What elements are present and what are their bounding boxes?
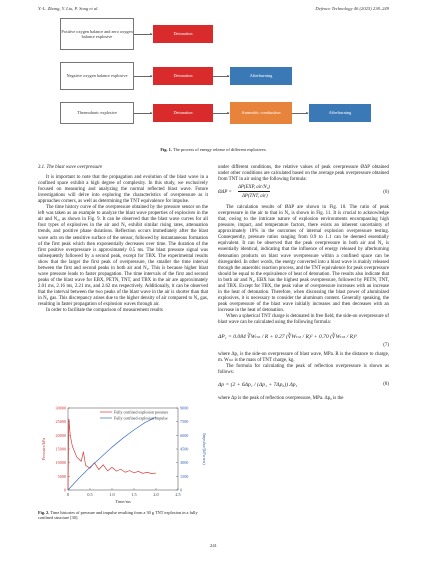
y-left-tick-label: 25000	[55, 419, 66, 425]
stage-detonation-1: Detonation	[153, 25, 213, 43]
eq8-number: (8)	[383, 382, 389, 388]
eq8-body: Δp = (2 + 6Δp₁ / (Δp₁ + 7Δp₀)) Δp₁	[218, 382, 298, 389]
caption-label: Fig. 2.	[38, 510, 50, 515]
eq7-body: ΔP₁ = 0.084 ∛Wₜₙₜ / R + 0.27 (∛Wₜₙₜ / R)² + 0.70 (∛Wₜₙₜ / R)³	[218, 334, 357, 341]
x-tick-label: 0	[66, 492, 70, 497]
x-axis-label: Time/ms	[115, 499, 131, 504]
paragraph: The time history curve of the overpressure obtained by the pressure sensor on the left was taken as an example to analyze the blast wave properties of explosives in the air and N₂, as shown in Fig. 9. It can be observed that the blast wave curves for all four types of explosives in the air and N₂ exhibit similar rising rates, attenuation trends, and positive phase durations. Reflection occurs immediately after the blast wave acts on the sensitive surface of the sensor, followed by instantaneous formation of the first peak which then exponentially decreases over time. The duration of the first positive overpressure is approximately 0.5 ms. The blast pressure signal was subsequently followed by a second peak, except for TBX. The experimental results show that the larger the first peak of overpressure, the smaller the time interval between the first and second peaks in both air and N₂. This is because higher blast wave pressure leads to faster propagation. The time intervals of the first and second peaks of the blast wave for EBX, PETN, TNT, and TBX in the air are approximately 2.01 ms, 2.16 ms, 2.21 ms, and 2.62 ms respectively. Additionally, it can be observed that the interval between the two peaks of the blast wave in the air is shorter than that in N₂ gas. This discrepancy arises due to the higher density of air compared to N₂ gas, resulting in faster propagation of explosion waves through air.	[38, 205, 208, 308]
left-column	[38, 165, 208, 314]
legend-label-pressure: Fully confined explosion pressure	[114, 409, 169, 415]
y-left-tick-label: 15000	[55, 446, 66, 452]
y-left-tick-label: 20000	[55, 432, 66, 438]
source-box-negative: Negative oxygen balance explosive	[60, 62, 134, 90]
y-right-tick-label: 7500	[180, 419, 189, 425]
paragraph: under different conditions, the relative values of peak overpressure ØΔP obtained under other conditions are calculated based on the average peak overpressure obtained from TNT in air using the following formula:	[218, 165, 389, 183]
paragraph: The formula for calculating the peak of reflection overpressure is shown as follows:	[218, 364, 389, 376]
source-box-thermobaric: Thermobaric explosive	[60, 102, 134, 124]
eq6-number: (6)	[383, 190, 389, 196]
figure-2	[38, 402, 210, 510]
y-right-tick-label: 1500	[180, 473, 189, 479]
right-column	[218, 165, 389, 402]
flow-arrow	[213, 76, 229, 77]
stage-anaerobic-combustion: Anaerobic combustion	[230, 102, 292, 124]
flow-arrow	[292, 113, 308, 114]
eq6-lhs: ØΔP =	[218, 190, 232, 196]
y-right-tick-label: 6000	[180, 432, 189, 438]
stage-detonation-3: Detonation	[153, 104, 213, 122]
y-left-axis-label: Pressure/kPa	[41, 437, 46, 461]
stage-afterburning-2: Afterburning	[230, 67, 292, 85]
series-line-pressure	[68, 419, 156, 490]
y-left-tick-label: 30000	[55, 405, 66, 411]
x-tick-label: 0.5	[87, 492, 93, 497]
paragraph: where Δp₁ is the side-on overpressure of blast wave, MPa. R is the distance to charge, m. Wₜₙₜ is the mass of TNT charge, kg.	[218, 352, 389, 364]
y-left-tick-label: 0	[63, 487, 66, 493]
paragraph: The calculation results of ØΔP are shown in Fig. 10. The ratio of peak overpressure in the air to that in N₂ is shown in Fig. 11. It is crucial to acknowledge that, owing to the intricate nature of explosion environments encompassing high pressure, impact, and temperature factors, there exists an inherent uncertainty of approximately 10% in the outcomes of internal explosion overpressure testing. Consequently, pressure ratios ranging from 0.9 to 1.1 can be deemed essentially equivalent. It can be observed that the peak overpressure in both air and N₂ is essentially identical, indicating that the influence of energy released by afterburning detonation products on blast wave overpressure within a confined space can be disregarded. In other words, the energy converted into a blast wave is mainly released through the anaerobic reaction process, and the TNT equivalence for peak overpressure should be equal to the equivalence of heat of detonation. The results also indicate that in both air and N₂, EBX has the highest peak overpressure, followed by PETN, TNT, and TBX. Except for TBX, the peak value of overpressure increases with an increase in the heat of detonation. Therefore, when discussing the blast power of aluminized explosives, it is necessary to consider the aluminum content. Generally speaking, the peak overpressure of the blast wave initially increases and then decreases with an increase in the heat of detonation.	[218, 205, 389, 313]
y-right-axis-label: Impulse/(kPa·ms)	[202, 433, 207, 465]
eq6-denominator: ΔP(TNT, air)	[242, 194, 268, 200]
y-left-tick-label: 10000	[55, 460, 66, 466]
equation-8	[218, 376, 389, 396]
caption-label: Fig. 1.	[160, 147, 172, 152]
flow-arrow	[134, 76, 152, 77]
figure-1-caption	[38, 147, 389, 152]
x-tick-label: 2.0	[153, 492, 159, 497]
series-line-impulse	[68, 417, 156, 490]
figure-2-caption	[38, 510, 210, 520]
x-tick-label: 2.5	[175, 492, 181, 497]
eq6-numerator: ΔP(EXP, air/N₂)	[238, 185, 270, 192]
equation-6	[218, 183, 389, 205]
paragraph: It is important to note that the propagation and evolution of the blast wave in a confined space exhibit a high degree of complexity. In this study, we exclusively focused on measuring and analyzing the normal reflected blast wave. Future investigations will delve into exploring the characteristics of overpressure as it approaches corners, as well as determining the TNT equivalence for impulse.	[38, 175, 208, 205]
legend-label-impulse: Fully confined explosion impulse	[114, 415, 168, 421]
y-left-tick-label: 5000	[57, 473, 66, 479]
stage-detonation-2: Detonation	[153, 67, 213, 85]
caption-text: Time histories of pressure and impulse resulting from a 30 g TNT explosion in a fully confined structure [30].	[38, 510, 198, 521]
running-header-authors: Y.-L. Zhang, Y. Liu, P. Song et al.	[38, 6, 99, 11]
paragraph: When a spherical TNT charge is detonated in free field, the side-on overpressure of blast wave can be calculated using the following formula:	[218, 313, 389, 326]
stage-afterburning-3: Afterburning	[309, 104, 371, 122]
flow-arrow	[213, 113, 229, 114]
flow-arrow	[134, 113, 152, 114]
section-heading: 3.1. The blast wave overpressure	[38, 165, 103, 170]
y-right-tick-label: 0	[180, 487, 183, 493]
paragraph: In order to facilitate the comparison of measurement results	[46, 308, 163, 314]
x-tick-label: 1.0	[109, 492, 115, 497]
equation-7	[218, 326, 389, 352]
source-box-positive: Positive oxygen balance and zero oxygen balance explosive	[60, 18, 134, 50]
running-header-journal: Defence Technology 46 (2025) 238–249	[315, 6, 389, 11]
y-right-tick-label: 4500	[180, 446, 189, 452]
page-number: 241	[210, 543, 217, 548]
paragraph: where Δp is the peak of reflection overpressure, MPa. Δp₀ is the	[218, 396, 344, 402]
y-right-tick-label: 3000	[180, 460, 189, 466]
y-right-tick-label: 9000	[180, 405, 189, 411]
figure-1	[38, 16, 389, 144]
flow-arrow	[134, 34, 152, 35]
pressure-impulse-chart	[38, 402, 210, 510]
caption-text: The process of energy release of different explosives.	[172, 147, 267, 152]
x-tick-label: 1.5	[131, 492, 137, 497]
eq7-number: (7)	[383, 343, 389, 349]
